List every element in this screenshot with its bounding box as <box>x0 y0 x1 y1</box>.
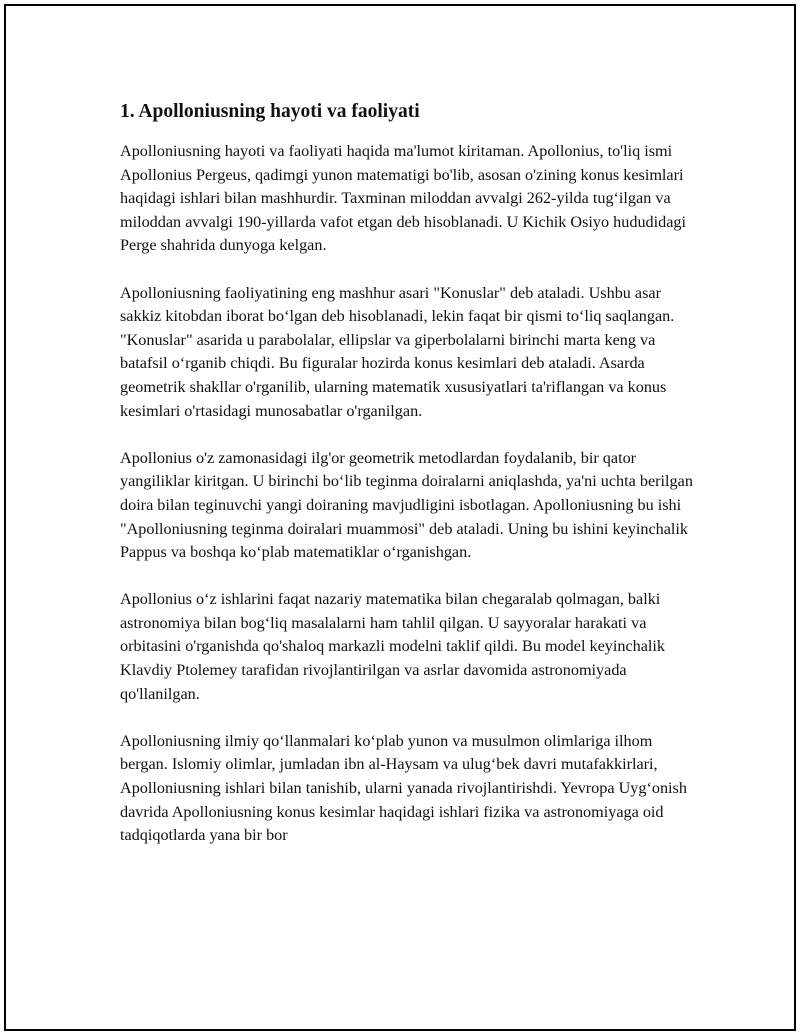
section-heading: 1. Apolloniusning hayoti va faoliyati <box>120 101 420 122</box>
paragraph-legacy: Apolloniusning ilmiy qo‘llanmalari ko‘plab yunon va musulmon olimlariga ilhom bergan. Islomiy olimlar, jumladan ibn al-Haysam va ulug‘bek davri mutafakkirlari, Apolloniusning ishlari bilan tanishib, ularni yanada rivojlantirishdi. Yevropa Uyg‘onish davrida Apolloniusning konus kesimlar haqidagi ishlari fizika va astronomiyaga oid tadqiqotlarda yana bir bor <box>120 731 687 845</box>
paragraph-astronomy: Apollonius o‘z ishlarini faqat nazariy matematika bilan chegaralab qolmagan, balki astronomiya bilan bog‘liq masalalarni ham tahlil qilgan. U sayyoralar harakati va orbitasini o'rganishda qo'shaloq markazli modelni taklif qildi. Bu model keyinchalik Klavdiy Ptolemey tarafidan rivojlantirilgan va asrlar davomida astronomiyada qo'llanilgan. <box>120 590 666 703</box>
paragraph-life: Apolloniusning hayoti va faoliyati haqida ma'lumot kiritaman. Apollonius, to'liq ismi Apollonius Pergeus, qadimgi yunon matematigi bo'lib, asosan o'zining konus kesimlari haqidagi ishlari bilan mashhurdir. Taxminan miloddan avvalgi 262-yilda tug‘ilgan va miloddan avvalgi 190-yillarda vafot etgan deb hisoblanadi. U Kichik Osiyo hududidagi Perge shahrida dunyoga kelgan. <box>120 142 686 255</box>
document-page <box>4 4 796 1031</box>
document-body <box>120 98 700 871</box>
paragraph-conics: Apolloniusning faoliyatining eng mashhur asari "Konuslar" deb ataladi. Ushbu asar sakkiz kitobdan iborat bo‘lgan deb hisoblanadi, lekin faqat bir qismi to‘liq saqlangan. "Konuslar" asarida u parabolalar, ellipslar va giperbolalarni birinchi marta keng va batafsil o‘rganib chiqdi. Bu figuralar hozirda konus kesimlari deb ataladi. Asarda geometrik shakllar o'rganilib, ularning matematik xususiyatlari ta'riflangan va konus kesimlari o'rtasidagi munosabatlar o'rganilgan. <box>120 283 675 420</box>
paragraph-tangent-circles: Apollonius o'z zamonasidagi ilg'or geometrik metodlardan foydalanib, bir qator yangiliklar kiritgan. U birinchi bo‘lib teginma doiralarni aniqlashda, ya'ni uchta berilgan doira bilan teginuvchi yangi doiraning mavjudligini isbotlagan. Apolloniusning bu ishi "Apolloniusning teginma doiralari muammosi" deb ataladi. Uning bu ishini keyinchalik Pappus va boshqa ko‘plab matematiklar o‘rganishgan. <box>120 448 693 562</box>
